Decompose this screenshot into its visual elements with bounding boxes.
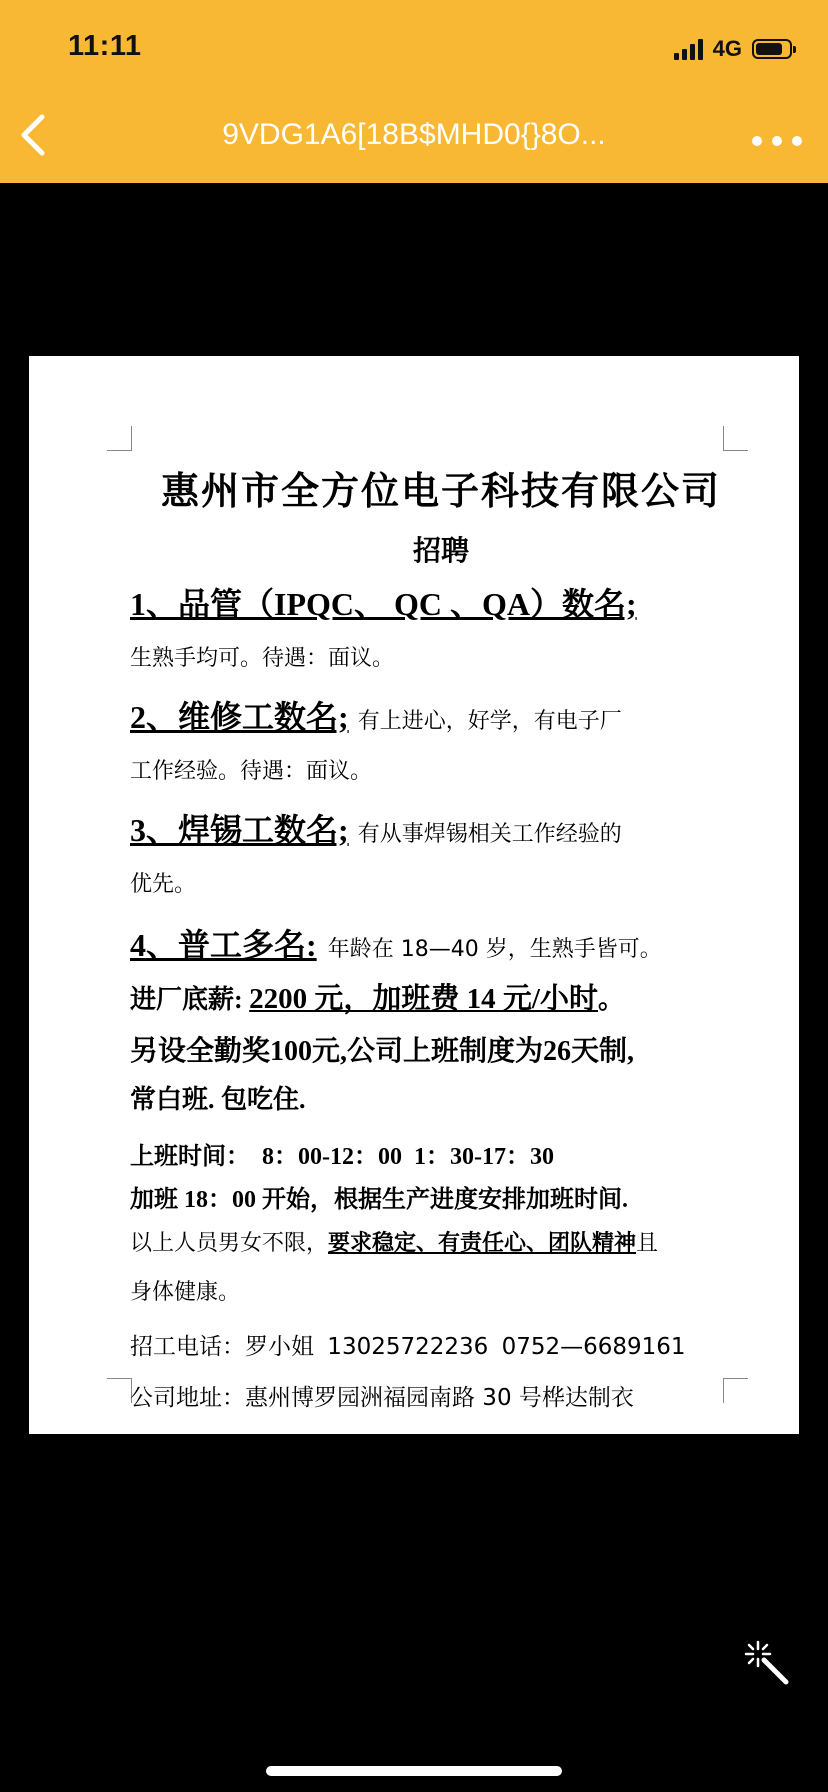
page-title: 9VDG1A6[18B$MHD0{}8O... [222,118,606,151]
salary-value: 2200 元，加班费 14 元/小时 [249,983,598,1015]
overtime-line: 加班 18：00 开始，根据生产进度安排加班时间. [130,1187,628,1213]
requirement-text-cont: 身体健康。 [130,1280,241,1305]
document-image [29,356,799,1462]
home-indicator [266,1766,562,1776]
position-3-text: 有从事焊锡相关工作经验的 [357,822,622,847]
crop-mark [107,426,132,451]
chevron-left-icon[interactable] [8,110,58,160]
company-address: 公司地址：惠州博罗园洲福园南路 30 号桦达制衣 [130,1385,634,1411]
recruitment-heading: 招聘 [412,536,469,567]
position-2-heading: 2、维修工数名; [130,699,349,735]
salary-end: 。 [597,985,624,1014]
company-title: 惠州市全方位电子科技有限公司 [160,471,721,513]
position-3-text-cont: 优先。 [130,872,197,897]
signal-icon [674,38,703,60]
salary-label: 进厂底薪: [130,985,243,1014]
shift-line: 常白班. 包吃住. [130,1085,306,1114]
requirement-emphasis: 要求稳定、有责任心、团队精神 [328,1231,637,1256]
more-dots-icon[interactable] [752,126,802,156]
position-2-text-cont: 工作经验。待遇：面议。 [130,759,373,784]
position-4-text: 年龄在 18—40 岁，生熟手皆可。 [327,937,662,962]
crop-mark [723,426,748,451]
position-3-heading: 3、焊锡工数名; [130,812,349,848]
contact-phone: 招工电话：罗小姐 13025722236 0752—6689161 [130,1334,686,1360]
bonus-line: 另设全勤奖100元,公司上班制度为26天制, [130,1036,635,1067]
status-indicators [674,36,792,62]
position-1-text: 生熟手均可。待遇：面议。 [130,646,395,671]
requirement-text: 以上人员男女不限， [130,1231,329,1256]
network-type: 4G [712,36,742,61]
position-4-heading: 4、普工多名: [130,927,317,963]
requirement-text-end: 且 [636,1231,659,1256]
company-address-cont: 厂四楼 [130,1436,199,1462]
crop-mark [107,1378,132,1403]
position-2-text: 有上进心，好学，有电子厂 [357,709,622,734]
position-1-heading: 1、品管（IPQC、 QC 、QA）数名; [130,586,637,622]
app-header [0,0,828,183]
magic-wand-icon[interactable] [744,1640,792,1688]
status-time: 11:11 [68,30,142,62]
battery-icon [752,39,792,59]
work-hours: 上班时间： 8：00-12：00 1：30-17：30 [130,1144,554,1170]
